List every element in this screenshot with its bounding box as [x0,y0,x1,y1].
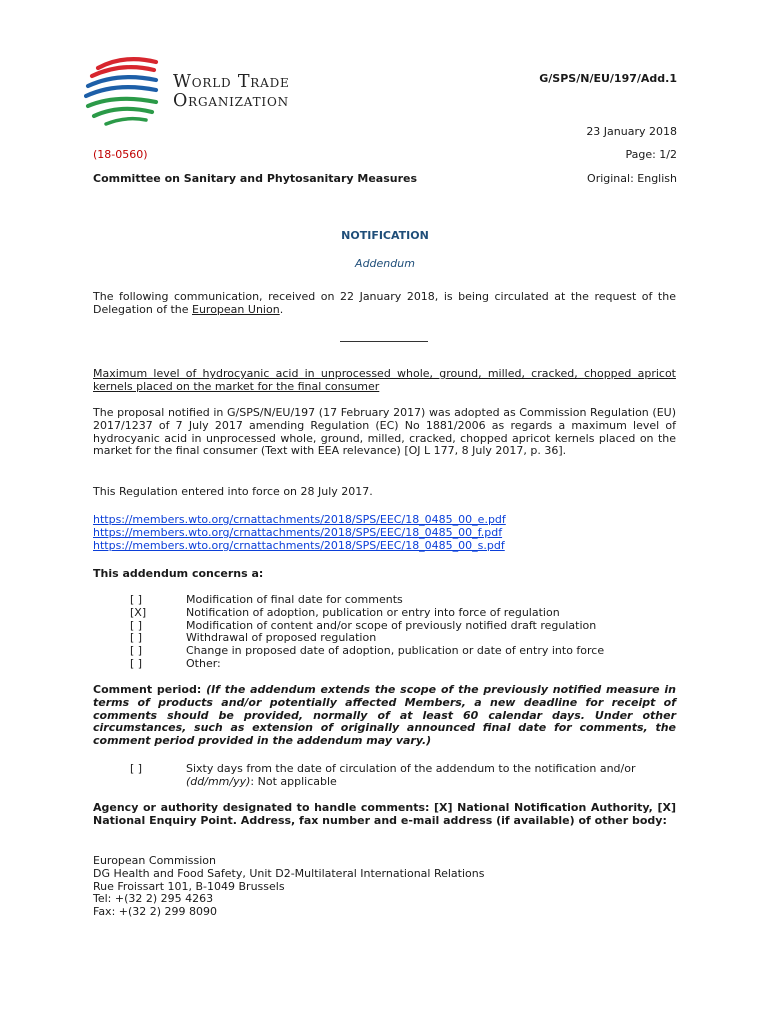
agency-heading: Agency or authority designated to handle comments: [X] National Notification Authority, [X] National Enquiry Point. Address, fax number and e-mail address (if available) of other body: [93,801,676,827]
checkbox: [ ] [130,631,143,645]
body-paragraph-2: This Regulation entered into force on 28 July 2017. [93,485,373,498]
concern-option: [ ] Change in proposed date of adoption, publication or date of entry into force [130,644,605,658]
document-reference: (18-0560) [93,148,148,161]
separator-line [340,341,428,342]
original-language: Original: English [587,172,677,185]
intro-paragraph: The following communication, received on 22 January 2018, is being circulated at the request of the Delegation of the European Union. [93,290,676,316]
contact-address: European Commission DG Health and Food Safety, Unit D2-Multilateral International Relations Rue Froissart 101, B-1049 Brussels Tel: +(32 2) 295 4263 Fax: +(32 2) 299 8090 [93,854,485,919]
concern-option: [ ] Withdrawal of proposed regulation [130,631,377,645]
checkbox: [ ] [130,644,143,658]
concern-option: [ ] Other: [130,656,221,670]
attachment-link-es[interactable]: https://members.wto.org/crnattachments/2018/SPS/EEC/18_0485_00_s.pdf [93,538,505,552]
notification-heading: NOTIFICATION [341,229,429,242]
attachment-link-en[interactable]: https://members.wto.org/crnattachments/2018/SPS/EEC/18_0485_00_e.pdf [93,513,506,526]
checkbox: [X] [130,605,147,619]
concern-option: [ ] Modification of final date for comments [130,593,403,606]
checkbox: [ ] [130,593,143,606]
concern-option: [X] Notification of adoption, publication or entry into force of regulation [130,605,560,619]
attachment-links [93,514,506,552]
checkbox: [ ] [130,762,143,775]
body-paragraph-1: The proposal notified in G/SPS/N/EU/197 (17 February 2017) was adopted as Commission Regulation (EU) 2017/1237 of 7 July 2017 amending Regulation (EC) No 1881/2006 as regards a maximum level of hydrocyanic acid in unprocessed whole, ground, milled, cracked, chopped apricot kernels placed on the market for the final consumer (Text with EEA relevance) [OJ L 177, 8 July 2017, p. 36]. [93,406,676,458]
concern-option: [ ] Modification of content and/or scope of previously notified draft regulation [130,618,597,632]
european-union-link[interactable]: European Union [192,302,280,316]
concerns-heading: This addendum concerns a: [93,567,264,580]
comment-period-paragraph: Comment period: (If the addendum extends the scope of the previously notified measure in terms of products and/or potentially affected Members, a new deadline for receipt of comments should be provided, normally of at least 60 calendar days. Under other circumstances, such as extension of originally announced final date for comments, the comment period provided in the addendum may vary.) [93,683,676,748]
wto-logo-icon [84,56,164,128]
document-symbol: G/SPS/N/EU/197/Add.1 [539,72,677,85]
notification-subject: Maximum level of hydrocyanic acid in unprocessed whole, ground, milled, cracked, chopped apricot kernels placed on the market for the final consumer [93,367,676,393]
org-name-line1: World Trade [173,72,290,92]
addendum-subheading: Addendum [355,257,415,270]
document-date: 23 January 2018 [586,125,677,138]
checkbox: [ ] [130,656,143,670]
concerns-options [130,594,604,671]
committee-name: Committee on Sanitary and Phytosanitary Measures [93,172,418,185]
attachment-link-fr[interactable]: https://members.wto.org/crnattachments/2018/SPS/EEC/18_0485_00_f.pdf [93,525,503,539]
comment-period-option: [ ] Sixty days from the date of circulation of the addendum to the notification and/or (dd/mm/yy): Not applicable [130,762,636,788]
org-name-line2: Organization [173,91,289,111]
checkbox: [ ] [130,618,143,632]
page-indicator: Page: 1/2 [625,148,677,161]
